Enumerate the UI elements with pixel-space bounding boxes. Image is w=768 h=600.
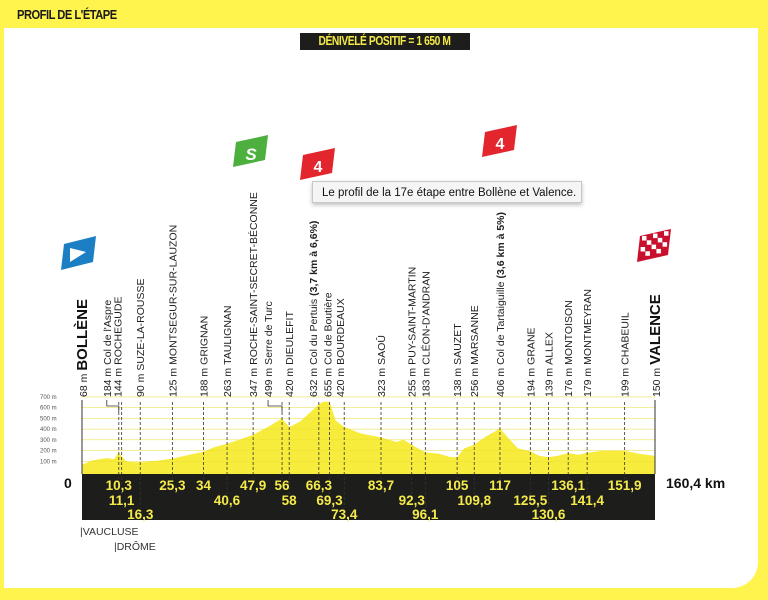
km-label: 109,8 [457,493,492,508]
svg-text:S: S [245,145,257,164]
y-tick-label: 700 m [40,394,57,401]
checker [663,242,668,247]
place-label: 176 mMONTOISON [563,300,576,397]
km-label: 66,3 [305,478,332,493]
km-label: 10,3 [105,478,132,493]
marker-bracket [268,400,282,412]
km-label: 151,9 [607,478,642,493]
page-title: PROFIL DE L'ÉTAPE [17,7,117,22]
km-label: 58 [281,493,297,508]
y-tick-label: 100 m [40,459,57,466]
km-label: 83,7 [367,478,395,493]
place-label: 420 mDIEULEFIT [284,311,297,397]
y-tick-label: 500 m [40,416,57,423]
svg-text:4: 4 [495,136,505,153]
km-label: 56 [274,478,290,493]
km-label: 40,6 [213,493,241,508]
place-label: 420 mBOURDEAUX [335,298,348,397]
place-label: 256 mMARSANNE [469,305,482,397]
finish-flag-icon [637,229,671,262]
place-label: 188 mGRIGNAN [198,315,211,397]
place-label: 323 mSAOÛ [376,335,389,397]
place-label: 255 mPUY-SAINT-MARTIN [406,266,419,397]
km-label: 92,3 [398,493,425,508]
km-label: 141,4 [570,493,605,508]
start-flag-icon [61,236,96,270]
km-label: 130,6 [531,507,566,522]
place-label: 139 mALLEX [543,332,556,397]
km-label: 25,3 [159,478,186,493]
department-drome: |DRÔME [114,541,156,553]
place-label: 179 mMONTMEYRAN [582,288,595,397]
place-label: 632 mCol du Pertuis(3,7 km à 6,6%) [307,220,320,397]
place-label: 406 mCol de Tartaiguille(3,6 km à 5%) [494,211,507,397]
km-label: 117 [489,478,511,493]
checker [645,251,650,256]
checker [653,234,658,239]
place-label: 263 mTAULIGNAN [222,305,235,397]
place-label: 199 mCHABEUIL [619,312,632,397]
y-tick-label: 400 m [40,427,57,434]
place-label: 68 mBOLLÈNE [74,298,91,397]
checker [656,249,661,254]
elevation-profile-area [82,402,655,474]
km-label: 136,1 [551,478,586,493]
checker [647,240,652,245]
marker-bracket [107,400,119,412]
km-label: 69,3 [316,493,343,508]
place-label: 144 mROCHEGUDE [112,296,125,397]
km-label: 11,1 [108,493,135,508]
department-vaucluse: |VAUCLUSE [80,526,139,538]
km-label: 47,9 [239,478,267,493]
checker [664,231,669,236]
y-tick-label: 600 m [40,405,57,412]
place-label: 183 mCLÉON-D'ANDRAN [420,271,433,397]
checker [658,238,663,243]
km-label: 73,4 [331,507,358,522]
km-label: 125,5 [513,493,548,508]
checker [641,247,646,252]
place-label: 347 mROCHE-SAINT-SECRET-BÉCONNE [248,192,261,397]
svg-text:4: 4 [313,159,323,176]
checker [642,236,647,241]
y-tick-label: 300 m [40,437,57,444]
x-end-label: 160,4 km [666,475,726,491]
place-labels [74,192,664,397]
elevation-gain-badge: DÉNIVELÉ POSITIF = 1 650 M [300,33,470,50]
x-start-label: 0 [64,475,72,491]
km-label: 16,3 [127,507,154,522]
place-label: 90 mSUZE-LA-ROUSSE [135,278,148,397]
place-label: 125 mMONTSEGUR-SUR-LAUZON [167,224,180,397]
tooltip: Le profil de la 17e étape entre Bollène et Valence. [312,181,582,203]
cat4-climb-badge-pertuis [300,148,335,180]
place-label: 655 mCol de Boutière [322,292,335,397]
place-label: 194 mGRANE [525,327,538,397]
checker [652,245,657,250]
km-label: 105 [445,478,469,493]
y-tick-label: 200 m [40,448,57,455]
place-label: 499 mSerre de Turc [263,301,276,397]
km-label: 96,1 [412,507,439,522]
km-label: 34 [195,478,211,493]
sprint-badge [233,135,268,167]
cat4-climb-badge-tartaiguille [482,125,517,157]
place-label: 150 mVALENCE [647,294,664,397]
place-label: 184 mCol de l'Aspre [101,299,114,397]
place-label: 138 mSAUZET [452,323,465,397]
